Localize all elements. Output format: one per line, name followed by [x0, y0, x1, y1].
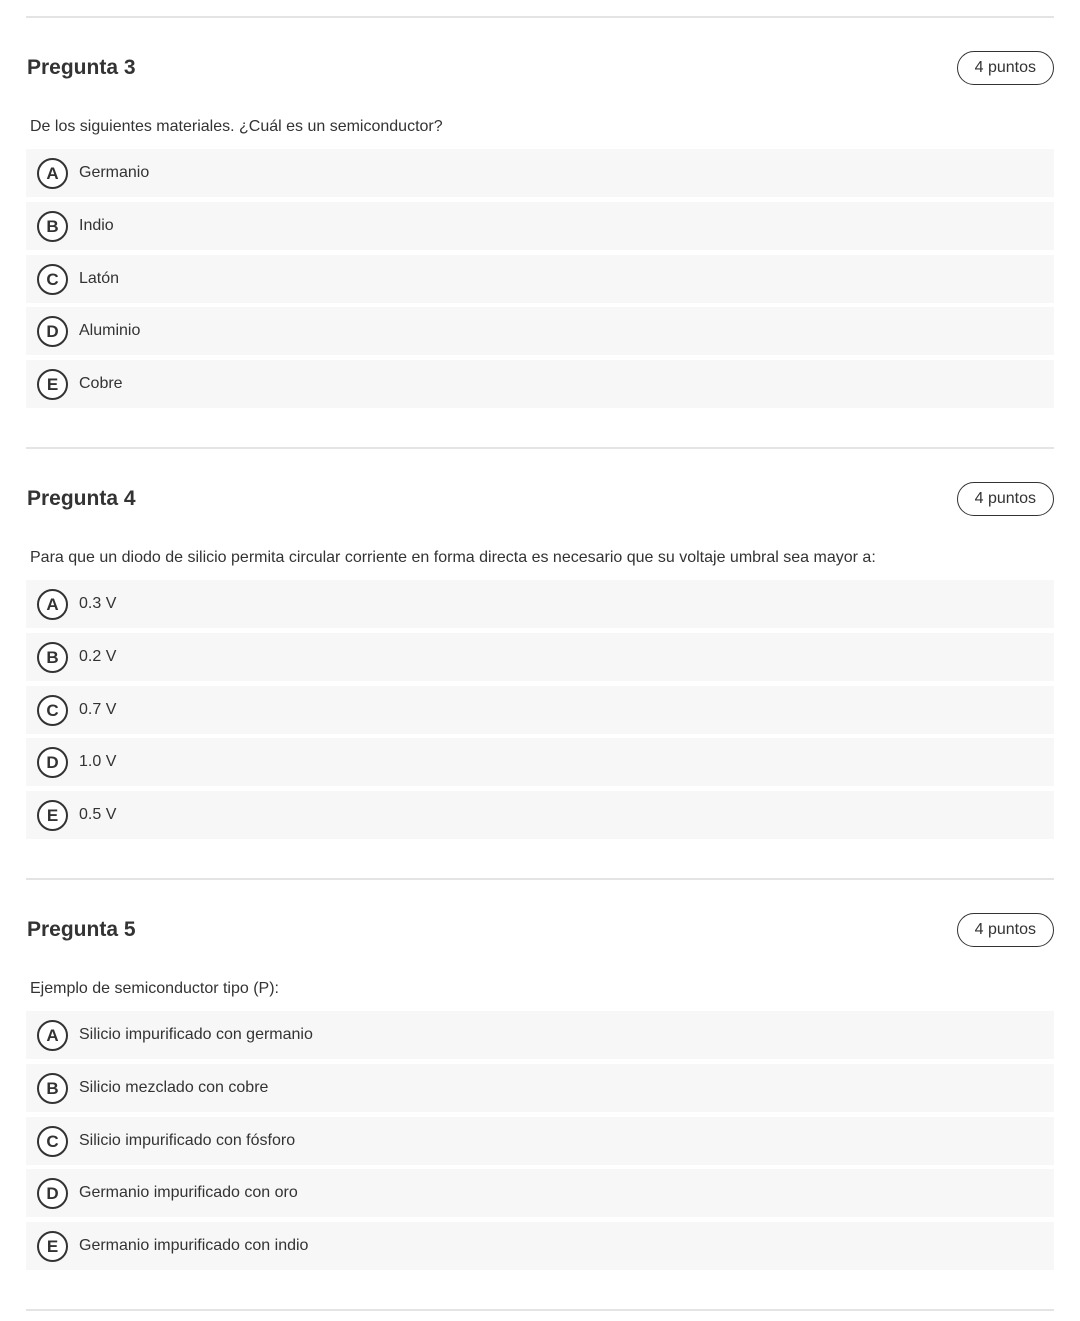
option-a[interactable] [26, 1011, 1054, 1059]
option-b[interactable] [26, 202, 1054, 250]
option-letter: D [37, 747, 68, 778]
option-letter: C [37, 695, 68, 726]
points-badge: 4 puntos [957, 913, 1054, 947]
points-badge: 4 puntos [957, 482, 1054, 516]
option-letter: A [37, 1020, 68, 1051]
option-label: Aluminio [79, 322, 141, 340]
option-label: 0.7 V [79, 700, 117, 718]
option-letter: E [37, 369, 68, 400]
option-e[interactable] [26, 1222, 1054, 1270]
question-title: Pregunta 3 [27, 56, 136, 79]
option-letter: C [37, 1126, 68, 1157]
option-label: Silicio mezclado con cobre [79, 1078, 269, 1096]
question-title: Pregunta 4 [27, 487, 136, 510]
option-letter: E [37, 1231, 68, 1262]
option-letter: B [37, 1073, 68, 1104]
question-header [26, 482, 1054, 516]
option-e[interactable] [26, 360, 1054, 408]
question-header [26, 913, 1054, 947]
question-text: Para que un diodo de silicio permita circular corriente en forma directa es necesario que su voltaje umbral sea mayor a: [30, 549, 876, 566]
option-a[interactable] [26, 149, 1054, 197]
question-text: Ejemplo de semiconductor tipo (P): [30, 980, 279, 997]
divider [26, 1309, 1054, 1311]
option-letter: B [37, 642, 68, 673]
option-d[interactable] [26, 1169, 1054, 1217]
question-5 [26, 913, 1054, 1257]
answer-options [26, 1011, 1054, 1275]
option-e[interactable] [26, 791, 1054, 839]
option-label: Germanio impurificado con oro [79, 1184, 298, 1202]
option-a[interactable] [26, 580, 1054, 628]
points-badge: 4 puntos [957, 51, 1054, 85]
option-letter: D [37, 1178, 68, 1209]
divider [26, 878, 1054, 880]
option-c[interactable] [26, 255, 1054, 303]
question-4 [26, 482, 1054, 826]
question-header [26, 51, 1054, 85]
option-c[interactable] [26, 1117, 1054, 1165]
divider [26, 447, 1054, 449]
option-label: Germanio impurificado con indio [79, 1237, 309, 1255]
option-d[interactable] [26, 738, 1054, 786]
option-letter: C [37, 264, 68, 295]
option-label: 0.2 V [79, 647, 117, 665]
option-letter: A [37, 158, 68, 189]
answer-options [26, 580, 1054, 844]
option-b[interactable] [26, 633, 1054, 681]
question-3 [26, 51, 1054, 395]
option-label: 1.0 V [79, 753, 117, 771]
option-letter: D [37, 316, 68, 347]
option-c[interactable] [26, 686, 1054, 734]
option-label: Silicio impurificado con fósforo [79, 1131, 296, 1149]
question-text: De los siguientes materiales. ¿Cuál es un semiconductor? [30, 118, 443, 135]
option-d[interactable] [26, 307, 1054, 355]
divider [26, 16, 1054, 18]
option-label: Germanio [79, 164, 150, 181]
option-label: Cobre [79, 375, 123, 393]
option-letter: A [37, 589, 68, 620]
option-label: Latón [79, 269, 120, 287]
option-b[interactable] [26, 1064, 1054, 1112]
option-label: Silicio impurificado con germanio [79, 1026, 313, 1043]
option-label: 0.3 V [79, 595, 117, 612]
option-letter: B [37, 211, 68, 242]
option-label: 0.5 V [79, 806, 117, 824]
question-title: Pregunta 5 [27, 918, 136, 941]
option-letter: E [37, 800, 68, 831]
option-label: Indio [79, 216, 114, 234]
answer-options [26, 149, 1054, 413]
